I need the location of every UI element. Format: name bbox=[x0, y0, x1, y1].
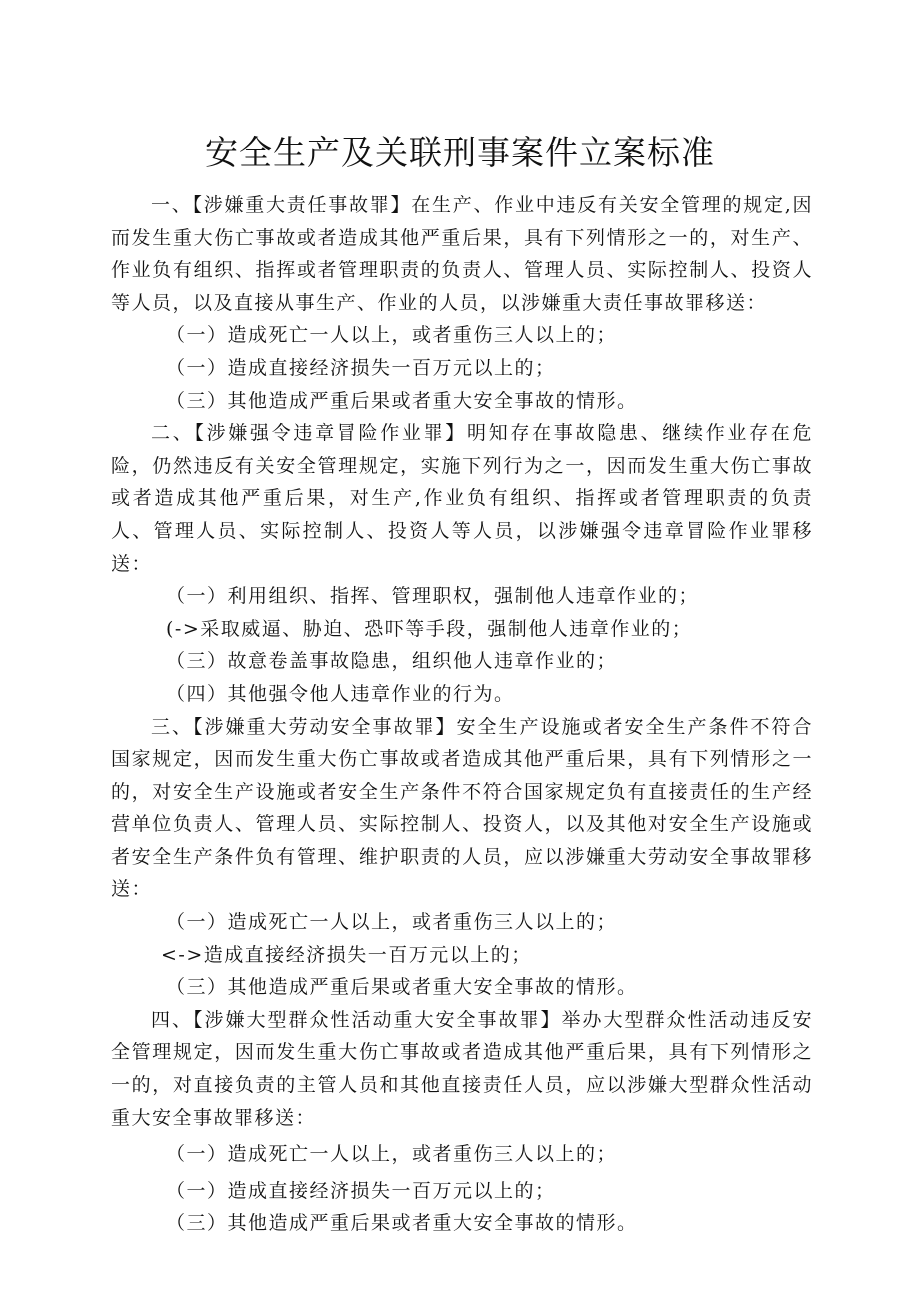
document-title: 安全生产及关联刑事案件立案标准 bbox=[205, 133, 715, 172]
section-3-item-2: <->造成直接经济损失一百万元以上的； bbox=[161, 943, 532, 966]
document-body bbox=[111, 189, 813, 1240]
section-4-item-2: （一）造成直接经济损失一百万元以上的； bbox=[166, 1179, 556, 1202]
section-2-paragraph: 二、【涉嫌强令违章冒险作业罪】明知存在事故隐患、继续作业存在危险，仍然违反有关安全管理规定，实施下列行为之一，因而发生重大伤亡事故或者造成其他严重后果，对生产,作业负有组织、指挥或者管理职责的负责人、管理人员、实际控制人、投资人等人员，以涉嫌强令违章冒险作业罪移送： bbox=[111, 422, 813, 575]
section-2-item-2: (->采取威逼、胁迫、恐吓等手段，强制他人违章作业的； bbox=[166, 617, 693, 640]
section-2-item-3: （三）故意卷盖事故隐患，组织他人违章作业的； bbox=[166, 650, 618, 673]
section-2-item-4: （四）其他强令他人违章作业的行为。 bbox=[166, 682, 515, 705]
section-3-paragraph: 三、【涉嫌重大劳动安全事故罪】安全生产设施或者安全生产条件不符合国家规定，因而发生重大伤亡事故或者造成其他严重后果，具有下列情形之一的，对安全生产设施或者安全生产条件不符合国家规定负有直接责任的生产经营单位负责人、管理人员、实际控制人、投资人，以及其他对安全生产设施或者安全生产条件负有管理、维护职责的人员，应以涉嫌重大劳动安全事故罪移送： bbox=[111, 715, 813, 901]
section-4-paragraph: 四、【涉嫌大型群众性活动重大安全事故罪】举办大型群众性活动违反安全管理规定，因而发生重大伤亡事故或者造成其他严重后果，具有下列情形之一的，对直接负责的主管人员和其他直接责任人员，应以涉嫌大型群众性活动重大安全事故罪移送： bbox=[111, 1008, 813, 1129]
section-1-item-1: （一）造成死亡一人以上，或者重伤三人以上的； bbox=[166, 324, 618, 347]
section-1-item-3: （三）其他造成严重后果或者重大安全事故的情形。 bbox=[166, 389, 638, 412]
section-4-item-3: （三）其他造成严重后果或者重大安全事故的情形。 bbox=[166, 1212, 638, 1235]
section-3-item-1: （一）造成死亡一人以上，或者重伤三人以上的； bbox=[166, 911, 618, 934]
section-1-paragraph: 一、【涉嫌重大责任事故罪】在生产、作业中违反有关安全管理的规定,因而发生重大伤亡事故或者造成其他严重后果，具有下列情形之一的，对生产、作业负有组织、指挥或者管理职责的负责人、管理人员、实际控制人、投资人等人员，以及直接从事生产、作业的人员，以涉嫌重大责任事故罪移送： bbox=[111, 194, 813, 314]
section-1-item-2: （一）造成直接经济损失一百万元以上的； bbox=[166, 356, 556, 379]
section-2-item-1: （一）利用组织、指挥、管理职权，强制他人违章作业的； bbox=[166, 585, 700, 608]
section-3-item-3: （三）其他造成严重后果或者重大安全事故的情形。 bbox=[166, 976, 638, 999]
section-4-item-1: （一）造成死亡一人以上，或者重伤三人以上的； bbox=[166, 1143, 618, 1166]
